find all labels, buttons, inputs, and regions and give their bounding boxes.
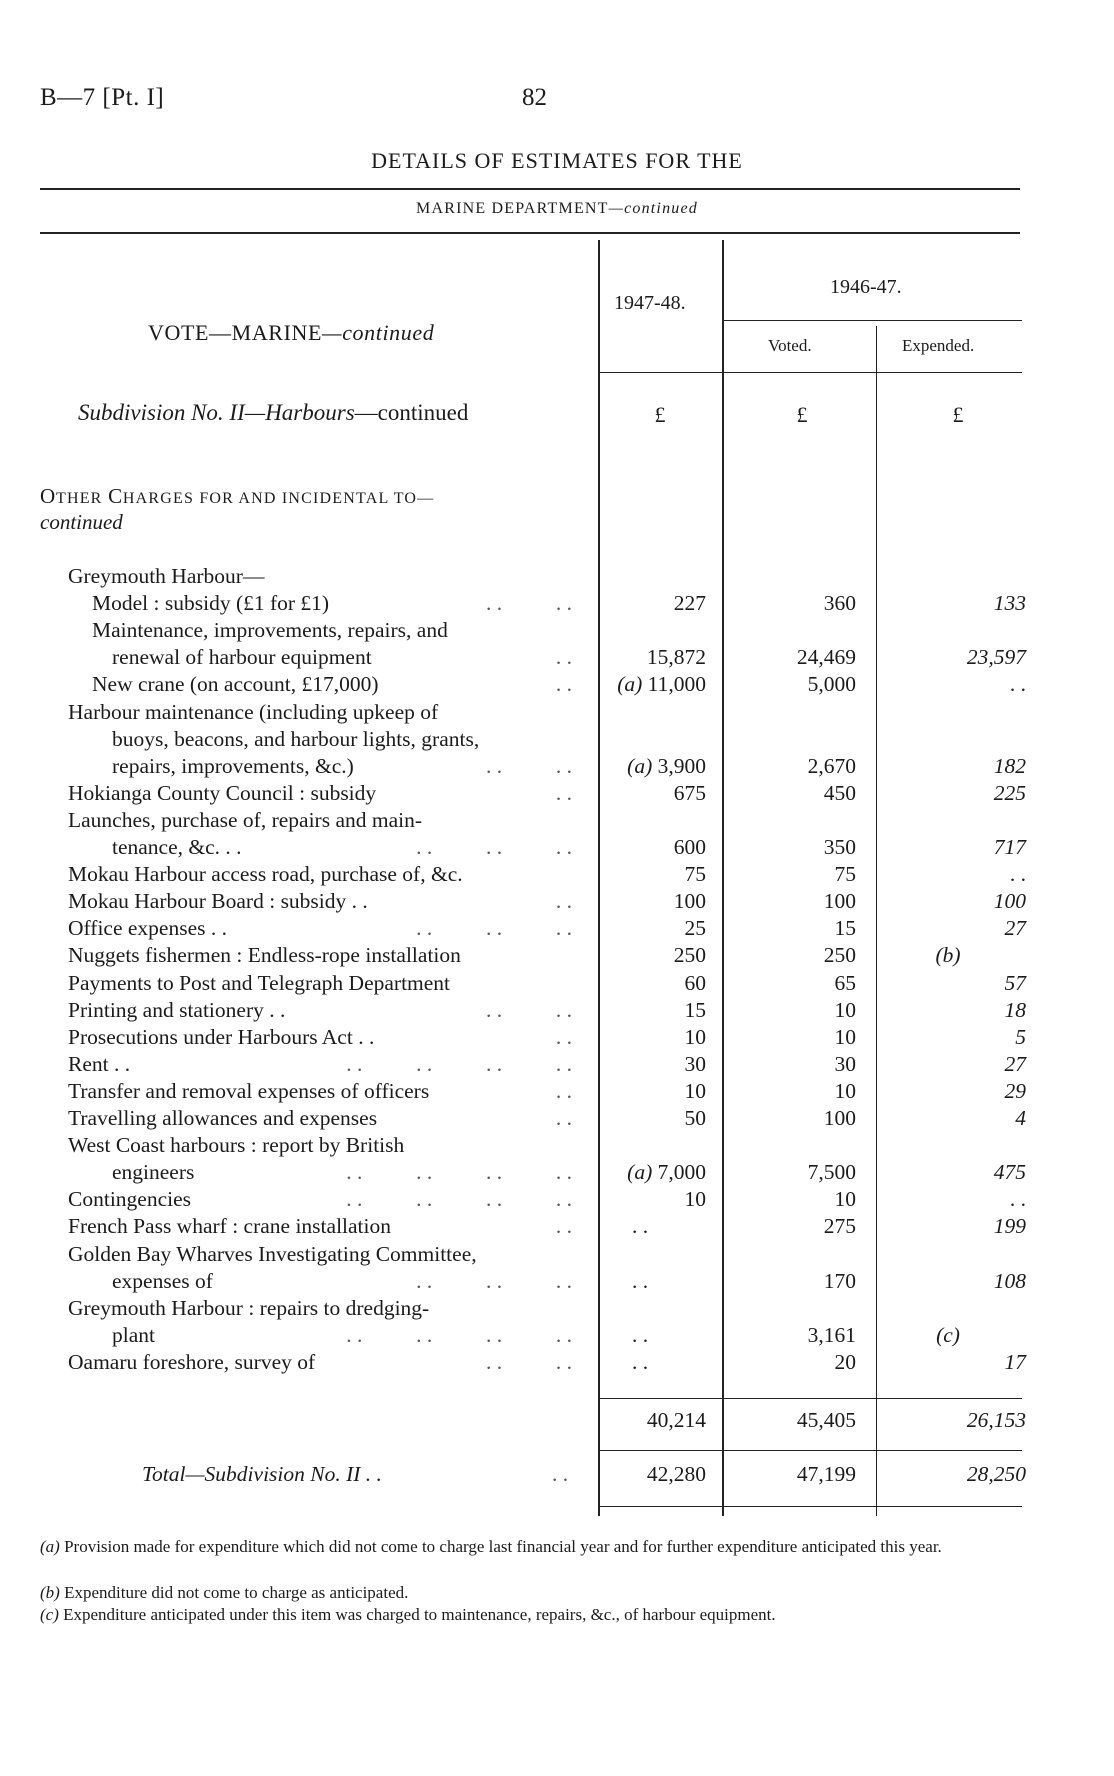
cell-1947-48: 60 [684,970,706,995]
row-leader-dots: . . [555,672,572,697]
cell-1947-48: 10 [684,1187,706,1212]
row-label: Mokau Harbour access road, purchase of, &c. [68,862,463,887]
row-label: Harbour maintenance (including upkeep of [68,699,439,724]
row-label: Printing and stationery . . [68,997,286,1022]
row-label: expenses of [112,1268,213,1293]
cell-voted: 360 [823,591,856,616]
cell-expended: 27 [1004,916,1026,941]
table-row [0,1323,1114,1350]
footnote-mark: (c) [40,1605,64,1624]
cell-1947-48: 600 [673,835,706,859]
cell-1947-48: 50 [684,1106,706,1130]
footnote [40,1582,1068,1604]
table-row [0,1106,1114,1133]
row-label: Oamaru foreshore, survey of [68,1349,316,1374]
cell-expended: 57 [1004,970,1026,995]
footnote-mark: (a) [40,1537,65,1556]
cell-voted: 15 [834,916,856,941]
page-number: 82 [522,84,547,111]
table-row [0,971,1114,998]
cell-voted: 30 [834,1051,856,1076]
cell-1947-48: . . [631,1268,649,1293]
page-title: DETAILS OF ESTIMATES FOR THE [371,148,743,173]
subtotal-row [0,1408,1114,1435]
row-leader-dots: . . . . . . . . [346,1322,572,1347]
table-row [0,754,1114,781]
row-leader-dots: . . [555,1214,572,1239]
cell-1947-48: 675 [673,780,706,805]
row-leader-dots: . . [555,645,572,670]
cell-voted: 10 [834,1024,856,1049]
row-leader-dots: . . [555,1078,572,1103]
footnote-marker: (a) [617,672,643,697]
footnote-mark: (b) [40,1583,65,1602]
total-1947-48: 42,280 [646,1462,706,1486]
cell-voted: 20 [834,1349,856,1374]
cell-expended: 27 [1004,1051,1026,1076]
cell-expended: . . [1009,1187,1026,1212]
cell-expended: 108 [993,1268,1026,1293]
table-row [0,1296,1114,1323]
row-label: Nuggets fishermen : Endless-rope installation [68,943,461,968]
row-label: Contingencies [68,1187,192,1212]
cell-1947-48: 227 [673,591,706,616]
row-label: French Pass wharf : crane installation [68,1214,392,1239]
section-heading-c: C [108,484,123,508]
cell-1947-48: 30 [684,1051,706,1076]
section-heading-continued: continued [40,510,123,534]
footnote [40,1604,1068,1626]
column-header-1947-48: 1947-48. [614,292,686,314]
total-dots: . . [552,1462,569,1486]
row-leader-dots: . . . . . . [416,1268,572,1293]
total-rule-top [598,1450,1022,1451]
row-label: Maintenance, improvements, repairs, and [92,618,448,643]
subtitle-continued: —continued [608,200,698,217]
table-row [0,1187,1114,1214]
title-rule [40,188,1020,190]
cell-1947-48: 15 [684,997,706,1022]
table-row [0,943,1114,970]
footnote-text: Expenditure anticipated under this item was charged to maintenance, repairs, &c., of harbour equipment. [63,1605,776,1624]
total-row [0,1462,1114,1489]
footnote-text: Expenditure did not come to charge as anticipated. [64,1583,409,1602]
row-label: renewal of harbour equipment [112,645,372,670]
table-row [0,916,1114,943]
cell-expended: 133 [993,591,1026,616]
cell-expended: 225 [993,780,1026,805]
cell-expended: 17 [1004,1349,1026,1374]
subtotal-rule [598,1398,1022,1399]
vote-heading-main: VOTE—MARINE [148,320,323,345]
section-heading-harges: HARGES FOR AND INCIDENTAL TO— [122,490,435,507]
total-label: Total—Subdivision No. II . . [142,1462,382,1486]
cell-voted: 5,000 [807,672,856,697]
currency-symbol-1: £ [654,402,666,427]
column-header-voted: Voted. [768,336,812,355]
row-leader-dots: . . [555,780,572,805]
currency-symbol-3: £ [952,402,964,427]
cell-expended: 18 [1004,997,1026,1022]
page-subtitle [0,200,1114,218]
cell-expended: 475 [993,1160,1026,1185]
row-leader-dots: . . . . . . . . [346,1160,572,1185]
cell-expended: 23,597 [966,645,1026,670]
table-row [0,700,1114,727]
cell-1947-48: . . [631,1322,649,1347]
cell-voted: 75 [834,862,856,887]
footnote-marker: (a) [627,1160,653,1185]
cell-voted: 450 [823,780,856,805]
cell-1947-48: (a) 11,000 [617,672,706,697]
footnote-marker: (a) [627,753,653,778]
row-label: Travelling allowances and expenses [68,1106,378,1130]
cell-1947-48: 10 [684,1024,706,1049]
subdivision-heading [78,400,468,426]
cell-voted: 10 [834,997,856,1022]
row-leader-dots: . . . . . . [416,916,572,941]
row-leader-dots: . . . . [486,1349,572,1374]
row-leader-dots: . . . . . . [416,835,572,859]
cell-expended-note: (b) [935,943,961,968]
cell-voted: 275 [823,1214,856,1239]
row-label: Model : subsidy (£1 for £1) [92,591,330,616]
row-label: Greymouth Harbour : repairs to dredging- [68,1295,430,1320]
cell-expended: 182 [993,753,1026,778]
table-row [0,1269,1114,1296]
total-rule-bottom [598,1506,1022,1507]
cell-1947-48: 75 [684,862,706,887]
subdivision-heading-italic: Subdivision No. II—Harbours [78,400,355,425]
table-row [0,1025,1114,1052]
cell-voted: 250 [823,943,856,968]
row-label: tenance, &c. . . [112,835,242,859]
row-label: Rent . . [68,1051,131,1076]
cell-1947-48: (a) 3,900 [627,753,706,778]
row-leader-dots: . . [555,889,572,914]
subtotal-voted: 45,405 [796,1408,856,1432]
cell-1947-48: 10 [684,1078,706,1103]
table-row [0,1052,1114,1079]
column-header-rule [598,372,1022,373]
row-label: repairs, improvements, &c.) [112,753,354,778]
cell-voted: 10 [834,1187,856,1212]
row-leader-dots: . . . . . . . . [346,1051,572,1076]
cell-voted: 100 [823,1106,856,1130]
table-row [0,727,1114,754]
cell-voted: 24,469 [796,645,856,670]
cell-1947-48: 100 [673,889,706,914]
subtotal-1947-48: 40,214 [646,1408,706,1432]
cell-expended: . . [1009,862,1026,887]
row-label: New crane (on account, £17,000) [92,672,379,697]
table-row [0,998,1114,1025]
footnote [40,1536,1068,1558]
currency-symbol-2: £ [796,402,808,427]
cell-voted: 10 [834,1078,856,1103]
row-label: Mokau Harbour Board : subsidy . . [68,889,368,914]
table-row [0,1079,1114,1106]
table-row [0,591,1114,618]
table-row [0,862,1114,889]
row-label: West Coast harbours : report by British [68,1133,405,1158]
cell-voted: 350 [823,835,856,859]
section-heading-ther: THER [55,490,103,507]
row-label: Transfer and removal expenses of officers [68,1078,430,1103]
table-row [0,1160,1114,1187]
table-row [0,781,1114,808]
row-label: Hokianga County Council : subsidy [68,780,377,805]
subdivision-heading-rest: —continued [354,400,469,425]
row-leader-dots: . . [555,1106,572,1130]
row-label: buoys, beacons, and harbour lights, grants, [112,726,480,751]
cell-1947-48: . . [631,1349,649,1374]
section-heading [40,484,434,509]
cell-1947-48: 25 [684,916,706,941]
row-label: Payments to Post and Telegraph Department [68,970,451,995]
cell-expended: . . [1009,672,1026,697]
table-row [0,1350,1114,1377]
table-row [0,618,1114,645]
row-label: Golden Bay Wharves Investigating Committee, [68,1241,477,1266]
cell-expended: 5 [1015,1024,1026,1049]
table-row [0,645,1114,672]
section-heading-o: O [40,484,56,508]
cell-expended: 4 [1015,1106,1026,1130]
cell-1947-48: . . [631,1214,649,1239]
cell-1947-48: 250 [673,943,706,968]
total-voted: 47,199 [796,1462,856,1486]
cell-voted: 100 [823,889,856,914]
table-row [0,1214,1114,1241]
subtitle-main: MARINE DEPARTMENT [416,200,609,217]
cell-voted: 7,500 [807,1160,856,1185]
cell-expended: 100 [993,889,1026,914]
document-reference: B—7 [Pt. I] [40,84,165,111]
column-header-1946-47: 1946-47. [830,276,902,298]
row-label: engineers [112,1160,195,1185]
row-label: Office expenses . . [68,916,228,941]
table-row [0,1242,1114,1269]
cell-expended: 717 [993,835,1026,859]
row-leader-dots: . . . . [486,997,572,1022]
table-row [0,889,1114,916]
table-row [0,835,1114,862]
cell-voted: 2,670 [807,753,856,778]
footnote-text: Provision made for expenditure which did not come to charge last financial year and for further expenditure anticipated this year. [64,1537,942,1556]
column-header-expended: Expended. [902,336,975,355]
vote-heading [148,320,434,346]
table-row [0,564,1114,591]
row-label: Launches, purchase of, repairs and main- [68,807,423,832]
row-label: Greymouth Harbour— [68,564,265,588]
total-expended: 28,250 [966,1462,1026,1486]
cell-voted: 170 [823,1268,856,1293]
subtitle-rule [40,232,1020,234]
row-leader-dots: . . . . [486,591,572,616]
cell-voted: 65 [834,970,856,995]
cell-1947-48: (a) 7,000 [627,1160,706,1185]
cell-expended: 199 [993,1214,1026,1239]
row-leader-dots: . . . . [486,753,572,778]
table-row [0,672,1114,699]
row-label: plant [112,1322,155,1347]
cell-voted: 3,161 [807,1322,856,1347]
row-leader-dots: . . [555,1024,572,1049]
year-header-rule [722,320,1022,321]
cell-1947-48: 15,872 [646,645,706,670]
row-leader-dots: . . . . . . . . [346,1187,572,1212]
cell-expended: 29 [1004,1078,1026,1103]
subtotal-expended: 26,153 [966,1408,1026,1432]
vote-heading-continued: —continued [322,320,435,345]
cell-expended-note: (c) [936,1322,960,1347]
row-label: Prosecutions under Harbours Act . . [68,1024,375,1049]
table-row [0,808,1114,835]
table-row [0,1133,1114,1160]
